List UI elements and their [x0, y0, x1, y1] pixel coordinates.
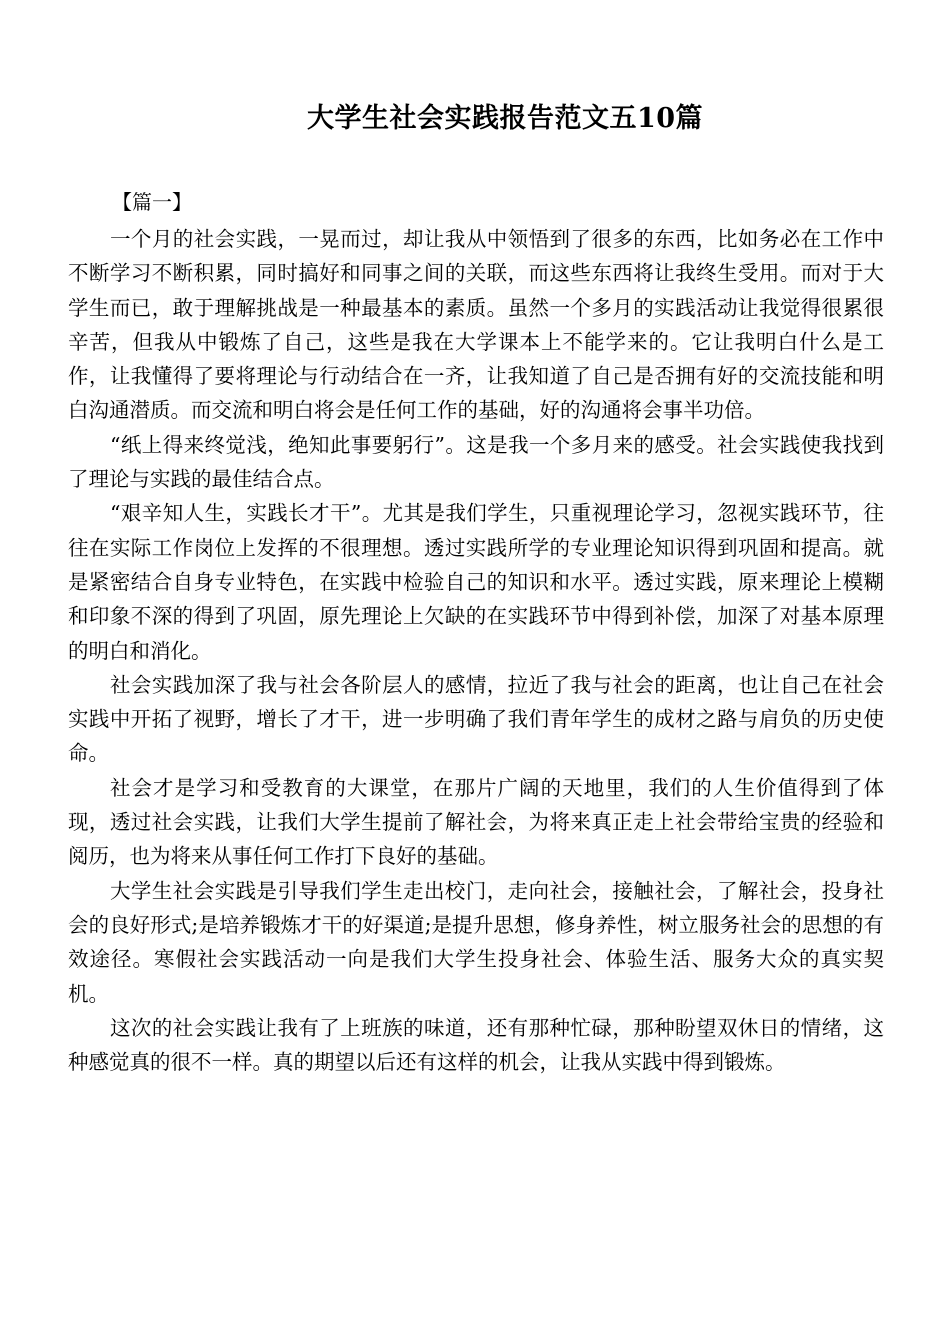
document-title: 大学生社会实践报告范文五10篇 [306, 103, 704, 134]
paragraph: 一个月的社会实践，一晃而过，却让我从中领悟到了很多的东西，比如务必在工作中不断学习不断积累，同时搞好和同事之间的关联，而这些东西将让我终生受用。而对于大学生而已，敢于理解挑战是一种最基本的素质。虽然一个多月的实践活动让我觉得很累很辛苦，但我从中锻炼了自己，这些是我在大学课本上不能学来的。它让我明白什么是工作，让我懂得了要将理论与行动结合在一齐，让我知道了自己是否拥有好的交流技能和明白沟通潜质。而交流和明白将会是任何工作的基础，好的沟通将会事半功倍。 [68, 227, 884, 423]
paragraph: “艰辛知人生，实践长才干”。尤其是我们学生，只重视理论学习，忽视实践环节，往往在实际工作岗位上发挥的不很理想。透过实践所学的专业理论知识得到巩固和提高。就是紧密结合自身专业特色，在实践中检验自己的知识和水平。透过实践，原来理论上模糊和印象不深的得到了巩固，原先理论上欠缺的在实践环节中得到补偿，加深了对基本原理的明白和消化。 [68, 501, 884, 663]
paragraph: “纸上得来终觉浅，绝知此事要躬行”。这是我一个多月来的感受。社会实践使我找到了理论与实践的最佳结合点。 [68, 432, 884, 492]
paragraph: 社会实践加深了我与社会各阶层人的感情，拉近了我与社会的距离，也让自己在社会实践中开拓了视野，增长了才干，进一步明确了我们青年学生的成材之路与肩负的历史使命。 [68, 672, 884, 766]
document-body [68, 222, 884, 1079]
paragraph: 大学生社会实践是引导我们学生走出校门，走向社会，接触社会，了解社会，投身社会的良好形式;是培养锻炼才干的好渠道;是提升思想，修身养性，树立服务社会的思想的有效途径。寒假社会实践活动一向是我们大学生投身社会、体验生活、服务大众的真实契机。 [68, 878, 884, 1006]
section-heading: 【篇一】 [112, 190, 192, 214]
paragraph: 这次的社会实践让我有了上班族的味道，还有那种忙碌，那种盼望双休日的情绪，这种感觉真的很不一样。真的期望以后还有这样的机会，让我从实践中得到锻炼。 [68, 1015, 884, 1075]
paragraph: 社会才是学习和受教育的大课堂，在那片广阔的天地里，我们的人生价值得到了体现，透过社会实践，让我们大学生提前了解社会，为将来真正走上社会带给宝贵的经验和阅历，也为将来从事任何工作打下良好的基础。 [68, 775, 884, 869]
